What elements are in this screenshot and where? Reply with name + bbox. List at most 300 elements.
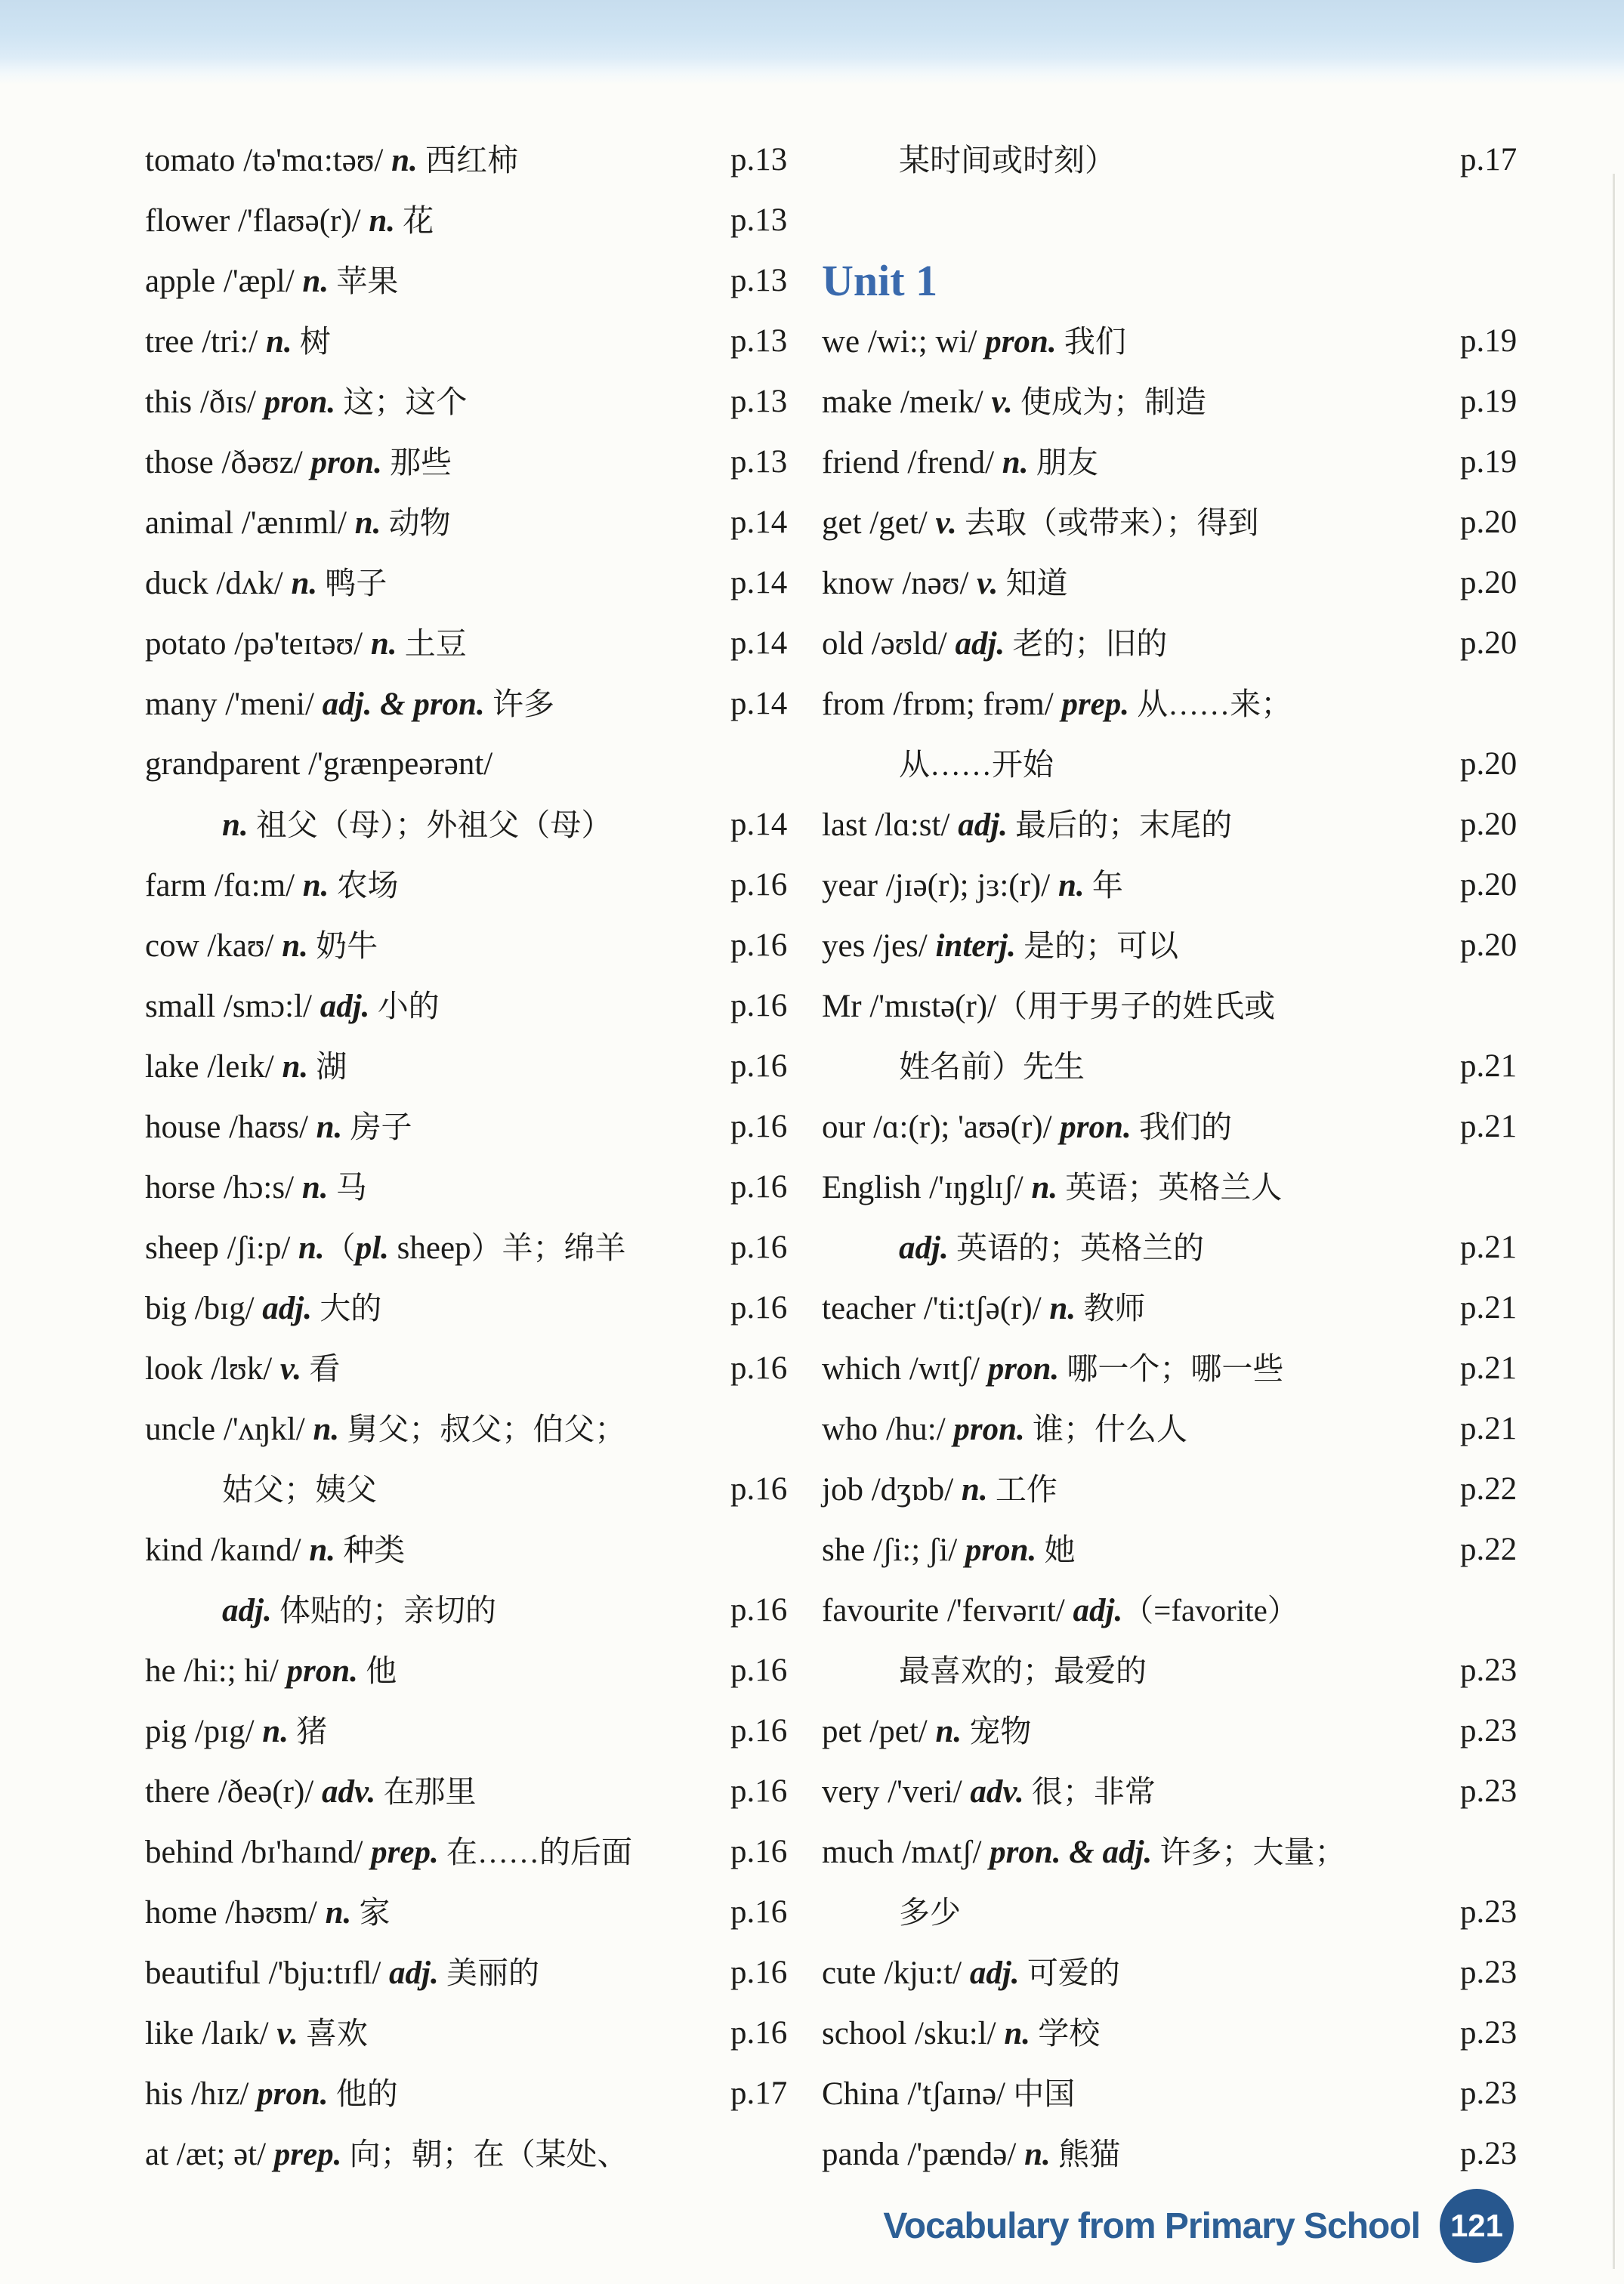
page-ref: p.23	[1460, 2015, 1517, 2051]
entry-word: beautiful	[145, 1955, 269, 1991]
entry-phonetic: /lɑ:st/	[875, 807, 959, 843]
vocab-entry	[822, 553, 1570, 613]
entry-word: panda	[822, 2137, 908, 2172]
page-ref: p.16	[730, 988, 788, 1023]
entry-phonetic: /'ʌŋkl/	[223, 1412, 313, 1447]
entry-text	[822, 915, 1178, 977]
entry-text	[822, 130, 1116, 191]
entry-translation: 最后的；末尾的	[1007, 807, 1233, 842]
entry-text	[822, 2124, 1120, 2185]
entry-word: sheep	[397, 1230, 471, 1266]
vocab-entry	[822, 855, 1570, 915]
entry-pos: pron.	[1060, 1110, 1132, 1145]
entry-translation: 英语的；英格兰的	[948, 1230, 1204, 1265]
entry-word: we	[822, 324, 868, 360]
vocab-entry	[145, 1822, 825, 1882]
entry-phonetic: /pɪg/	[194, 1714, 263, 1749]
vocab-entry	[822, 613, 1570, 674]
entry-translation: 奶牛	[307, 928, 378, 963]
entry-word: home	[145, 1895, 226, 1931]
entry-word: our	[822, 1110, 874, 1145]
entry-pos: interj.	[935, 928, 1016, 964]
entry-phonetic: /tri:/	[202, 324, 266, 360]
page-ref: p.20	[1460, 565, 1517, 600]
entry-phonetic: /'meni/	[225, 687, 323, 722]
entry-pos: adv.	[321, 1774, 376, 1810]
entry-translation: 多少	[899, 1895, 961, 1930]
entry-translation: 最喜欢的；最爱的	[899, 1653, 1147, 1688]
entry-word: yes	[822, 928, 874, 964]
entry-pos: v.	[935, 505, 957, 541]
vocab-entry	[145, 734, 825, 795]
page-ref: p.13	[730, 444, 788, 480]
entry-text	[822, 372, 1206, 433]
entry-text	[145, 1278, 381, 1339]
entry-word: tree	[145, 324, 202, 360]
entry-phonetic: /ʃi:p/	[227, 1230, 299, 1266]
entry-pos: n.	[1002, 445, 1029, 480]
entry-word: lake	[145, 1049, 208, 1085]
entry-pos: n.	[298, 1230, 325, 1266]
page-ref: p.16	[730, 1955, 788, 1990]
entry-text	[145, 1701, 327, 1762]
page-ref: p.17	[730, 2076, 788, 2111]
entry-word: friend	[822, 445, 908, 480]
entry-text	[822, 976, 1275, 1037]
entry-text	[145, 1943, 539, 2004]
page-ref: p.13	[730, 323, 788, 359]
entry-word: much	[822, 1835, 903, 1870]
vocab-entry	[822, 1036, 1570, 1097]
page-ref: p.21	[1460, 1109, 1517, 1144]
vocab-entry	[822, 130, 1570, 190]
entry-translation: （用于男子的姓氏或	[996, 989, 1276, 1023]
page-ref: p.16	[730, 1109, 788, 1144]
entry-word: very	[822, 1774, 888, 1810]
entry-pos: n.	[262, 1714, 289, 1749]
entry-word: big	[145, 1291, 195, 1326]
entry-phonetic: /'feɪvərɪt/	[946, 1593, 1073, 1628]
entry-pos: n.	[302, 868, 329, 903]
entry-translation: 工作	[987, 1472, 1057, 1507]
footer-title: Vocabulary from Primary School	[883, 2205, 1420, 2246]
entry-pos: prep.	[273, 2137, 342, 2172]
entry-text	[822, 1278, 1145, 1339]
entry-translation: 中国	[1005, 2076, 1076, 2111]
page-ref: p.14	[730, 686, 788, 721]
entry-phonetic: /sku:l/	[915, 2016, 1005, 2051]
entry-phonetic: /haʊs/	[229, 1110, 316, 1145]
vocab-entry	[145, 1580, 825, 1640]
page-ref: p.21	[1460, 1290, 1517, 1326]
entry-text	[145, 1882, 391, 1943]
entry-translation: 在……的后面	[438, 1835, 632, 1869]
vocab-entry	[822, 915, 1570, 976]
entry-phonetic: /'ti:tʃə(r)/	[923, 1291, 1050, 1326]
entry-pos: n.	[301, 1170, 329, 1205]
entry-pos: n.	[222, 807, 249, 843]
page-ref: p.20	[1460, 505, 1517, 540]
entry-phonetic: /bɪg/	[194, 1291, 263, 1326]
entry-phonetic: /smɔ:l/	[223, 989, 320, 1024]
entry-text	[822, 1761, 1156, 1823]
page-ref: p.21	[1460, 1350, 1517, 1386]
entry-word: school	[822, 2016, 915, 2051]
page-ref: p.17	[1460, 142, 1517, 177]
entry-text	[822, 311, 1126, 372]
entry-pos: n.	[282, 928, 308, 964]
entry-word: kind	[145, 1532, 211, 1568]
entry-translation: 那些	[381, 445, 452, 480]
entry-pos: n.	[266, 324, 292, 360]
entry-word: year	[822, 868, 886, 903]
vocab-entry	[145, 1218, 825, 1278]
vocab-entry	[145, 1097, 825, 1157]
page-ref: p.16	[730, 1653, 788, 1688]
entry-phonetic: /həʊm/	[225, 1895, 326, 1931]
vocab-entry	[145, 915, 825, 976]
entry-pos: pron.	[985, 324, 1057, 360]
page-top-band	[0, 0, 1624, 85]
vocab-entry	[145, 311, 825, 372]
vocab-entry	[822, 1459, 1570, 1520]
entry-translation: 动物	[381, 505, 451, 540]
entry-pos: n.	[354, 505, 381, 541]
page-ref: p.14	[730, 505, 788, 540]
entry-translation: 向；朝；在（某处、	[341, 2137, 628, 2171]
entry-translation: 哪一个；哪一些	[1059, 1351, 1284, 1386]
entry-word: sheep	[145, 1230, 227, 1266]
entry-phonetic: /hɪz/	[190, 2076, 258, 2112]
entry-translation: 从……来；	[1129, 687, 1292, 721]
entry-translation: （=favorite）	[1122, 1593, 1298, 1628]
entry-text	[822, 2003, 1100, 2064]
vocab-entry	[145, 432, 825, 492]
entry-word: uncle	[145, 1412, 224, 1447]
entry-pos: n.	[391, 143, 418, 178]
entry-text	[145, 1580, 496, 1641]
entry-phonetic: /wɪtʃ/	[909, 1351, 988, 1387]
page-ref: p.13	[730, 202, 788, 238]
entry-phonetic: /'veri/	[888, 1774, 971, 1810]
entry-text	[822, 1943, 1120, 2004]
entry-phonetic: /frɒm; frəm/	[893, 687, 1062, 722]
entry-translation: 谁；什么人	[1024, 1412, 1188, 1446]
vocab-entry	[822, 432, 1570, 492]
vocab-entry	[822, 1097, 1570, 1157]
entry-translation: 姑父；姨父	[222, 1472, 377, 1507]
entry-text	[145, 1399, 625, 1460]
entry-translation: 某时间或时刻）	[899, 143, 1116, 177]
entry-pos: adj.	[262, 1291, 312, 1326]
page-ref: p.16	[730, 1230, 788, 1265]
entry-pos: n.	[961, 1472, 988, 1508]
entry-translation: 在那里	[375, 1774, 477, 1809]
entry-translation: 可爱的	[1019, 1955, 1120, 1990]
entry-word: animal	[145, 505, 242, 541]
page-ref: p.13	[730, 384, 788, 419]
page-ref: p.13	[730, 142, 788, 177]
entry-text	[822, 492, 1258, 554]
entry-pos: pron.	[310, 445, 382, 480]
entry-text	[145, 915, 378, 977]
entry-word: favourite	[822, 1593, 947, 1628]
entry-word: cute	[822, 1955, 885, 1991]
page-ref: p.23	[1460, 1894, 1517, 1930]
entry-phonetic: /'æpl/	[223, 264, 303, 299]
entry-pos: n.	[1057, 868, 1085, 903]
entry-phonetic: /ʃi:; ʃi/	[873, 1532, 965, 1568]
entry-translation: 使成为；制造	[1012, 384, 1206, 419]
entry-text	[822, 855, 1123, 916]
entry-word: behind	[145, 1835, 242, 1870]
page-ref: p.20	[1460, 867, 1517, 903]
entry-text	[145, 372, 467, 433]
entry-phonetic: /kaɪnd/	[211, 1532, 310, 1568]
entry-phonetic: /lʊk/	[211, 1351, 280, 1387]
entry-pos: n.	[282, 1049, 309, 1085]
page-ref: p.21	[1460, 1230, 1517, 1265]
entry-phonetic: /'tʃaɪnə/	[907, 2076, 1005, 2112]
entry-phonetic: /jɪə(r); jɜ:(r)/	[885, 868, 1058, 903]
vocab-entry	[145, 130, 825, 190]
entry-word: teacher	[822, 1291, 924, 1326]
entry-translation: 种类	[335, 1532, 406, 1567]
entry-translation: ）羊；绵羊	[471, 1230, 626, 1265]
vocab-entry	[145, 2003, 825, 2063]
entry-word: small	[145, 989, 224, 1024]
entry-translation: （	[324, 1230, 356, 1265]
vocab-entry	[822, 1882, 1570, 1943]
entry-word: she	[822, 1532, 874, 1568]
entry-text	[145, 613, 467, 674]
entry-phonetic: /fɑ:m/	[214, 868, 303, 903]
entry-phonetic: /'mɪstə(r)/	[869, 989, 997, 1024]
entry-text	[822, 1640, 1147, 1702]
entry-translation: 树	[292, 324, 331, 359]
entry-pos: adj.	[958, 807, 1008, 843]
entry-pos: adj.	[955, 626, 1005, 662]
entry-text	[822, 674, 1292, 735]
entry-pos: pl.	[355, 1230, 397, 1266]
entry-word: China	[822, 2076, 908, 2112]
page-ref: p.16	[730, 1048, 788, 1084]
entry-translation: 农场	[329, 868, 399, 903]
entry-translation: 学校	[1030, 2016, 1101, 2051]
vocab-entry	[822, 1822, 1570, 1882]
entry-word: know	[822, 566, 903, 601]
entry-text	[822, 1157, 1282, 1218]
vocab-entry	[145, 795, 825, 855]
entry-text	[822, 1097, 1232, 1158]
vocab-entry	[822, 2124, 1570, 2184]
page-ref: p.20	[1460, 807, 1517, 842]
page-ref: p.16	[730, 927, 788, 963]
entry-phonetic: /dʌk/	[216, 566, 292, 601]
entry-word: from	[822, 687, 894, 722]
page-ref: p.23	[1460, 2076, 1517, 2111]
entry-text	[145, 2124, 628, 2185]
entry-phonetic: /hu:/	[885, 1412, 954, 1447]
vocab-column-left	[145, 130, 825, 2184]
entry-word: this	[145, 384, 200, 420]
entry-phonetic: /tə'mɑ:təʊ/	[243, 143, 392, 178]
entry-text	[822, 1036, 1085, 1097]
page-ref: p.20	[1460, 746, 1517, 782]
entry-pos: prep.	[371, 1835, 439, 1870]
entry-pos: pron.	[264, 384, 336, 420]
entry-translation: 房子	[342, 1110, 412, 1144]
page-number-badge: 121	[1440, 2189, 1514, 2263]
entry-translation: 姓名前）先生	[899, 1049, 1085, 1084]
vocab-entry	[822, 2003, 1570, 2063]
entry-phonetic: /'flaʊə(r)/	[237, 203, 369, 239]
entry-word: look	[145, 1351, 211, 1387]
entry-phonetic: /frend/	[907, 445, 1002, 480]
entry-text	[145, 311, 331, 372]
page-ref: p.21	[1460, 1411, 1517, 1446]
entry-phonetic: /'grænpeərənt/	[308, 746, 493, 782]
entry-phonetic: /'pændə/	[907, 2137, 1025, 2172]
vocab-entry	[822, 1761, 1570, 1822]
entry-pos: n.	[325, 1895, 352, 1931]
page-ref: p.20	[1460, 625, 1517, 661]
entry-phonetic: /hɔ:s/	[223, 1170, 302, 1205]
entry-translation: 马	[328, 1170, 367, 1205]
entry-phonetic: /pet/	[869, 1714, 936, 1749]
entry-pos: adj.	[389, 1955, 439, 1991]
entry-translation: 从……开始	[899, 747, 1054, 782]
entry-text	[145, 432, 452, 493]
page-ref: p.22	[1460, 1471, 1517, 1507]
entry-word: house	[145, 1110, 230, 1145]
entry-translation: 舅父；叔父；伯父；	[339, 1412, 626, 1446]
entry-word: potato	[145, 626, 235, 662]
entry-phonetic: /ðeə(r)/	[218, 1774, 322, 1810]
vocab-entry	[145, 1640, 825, 1701]
entry-pos: n.	[291, 566, 318, 601]
entry-text	[822, 1218, 1204, 1279]
vocab-entry	[145, 251, 825, 311]
page-ref: p.16	[730, 1169, 788, 1205]
entry-text	[145, 855, 399, 916]
entry-text	[145, 795, 612, 856]
page-ref: p.13	[730, 263, 788, 298]
entry-text	[822, 1520, 1076, 1581]
entry-text	[145, 492, 451, 554]
entry-translation: 老的；旧的	[1005, 626, 1168, 661]
entry-word: pet	[822, 1714, 870, 1749]
entry-text	[822, 1701, 1031, 1762]
page-ref: p.19	[1460, 323, 1517, 359]
entry-translation: 喜欢	[298, 2016, 368, 2051]
entry-pos: v.	[991, 384, 1013, 420]
entry-phonetic: /mʌtʃ/	[902, 1835, 990, 1870]
page-ref: p.21	[1460, 1048, 1517, 1084]
page-ref: p.16	[730, 867, 788, 903]
entry-translation: 小的	[369, 989, 440, 1023]
vocab-entry	[145, 1399, 825, 1459]
entry-phonetic: /get/	[869, 505, 936, 541]
entry-pos: v.	[977, 566, 999, 601]
entry-pos: adj.	[222, 1593, 272, 1628]
entry-translation: 去取（或带来）；得到	[956, 505, 1259, 540]
vocab-entry	[822, 1943, 1570, 2003]
page-ref: p.19	[1460, 444, 1517, 480]
entry-translation: 宠物	[962, 1714, 1032, 1748]
entry-translation: 家	[351, 1895, 391, 1930]
entry-text	[822, 1882, 961, 1943]
vocab-entry	[145, 553, 825, 613]
vocab-entry	[145, 1761, 825, 1822]
entry-phonetic: /meɪk/	[900, 384, 992, 420]
entry-text	[145, 1338, 340, 1400]
page-ref: p.16	[730, 1350, 788, 1386]
vocab-entry	[822, 311, 1570, 372]
entry-phonetic: /pə'teɪtəʊ/	[234, 626, 371, 662]
entry-text	[145, 976, 440, 1037]
entry-translation: 湖	[308, 1049, 347, 1084]
page-ref: p.16	[730, 1290, 788, 1326]
entry-pos: adj.	[320, 989, 370, 1024]
entry-phonetic: /'bju:tɪfl/	[268, 1955, 390, 1991]
page-ref: p.22	[1460, 1532, 1517, 1567]
entry-translation: 苹果	[329, 264, 399, 298]
vocab-entry	[822, 1218, 1570, 1278]
entry-pos: pron.	[965, 1532, 1037, 1568]
entry-translation: 体贴的；亲切的	[271, 1593, 496, 1628]
entry-text	[822, 613, 1167, 674]
entry-pos: v.	[279, 1351, 302, 1387]
vocab-entry	[145, 1459, 825, 1520]
vocab-entry	[822, 1640, 1570, 1701]
page-ref: p.20	[1460, 927, 1517, 963]
page-ref: p.19	[1460, 384, 1517, 419]
entry-phonetic: /ðɪs/	[199, 384, 264, 420]
entry-text	[145, 1822, 632, 1883]
entry-phonetic: /jes/	[873, 928, 936, 964]
entry-word: horse	[145, 1170, 224, 1205]
vocab-entry	[145, 674, 825, 734]
entry-word: which	[822, 1351, 909, 1387]
entry-pos: n.	[1031, 1170, 1058, 1205]
vocab-entry	[145, 1157, 825, 1218]
entry-phonetic: /ðəʊz/	[221, 445, 311, 480]
vocab-entry	[145, 613, 825, 674]
entry-pos: n.	[1024, 2137, 1051, 2172]
entry-text	[145, 1036, 347, 1097]
entry-text	[822, 1338, 1283, 1400]
entry-pos: adj.	[899, 1230, 949, 1266]
entry-phonetic: /laɪk/	[202, 2016, 277, 2051]
entry-translation: 祖父（母）；外祖父（母）	[248, 807, 613, 842]
entry-text	[145, 1761, 476, 1823]
entry-phonetic: /leɪk/	[207, 1049, 283, 1085]
entry-word: many	[145, 687, 226, 722]
entry-text	[822, 1822, 1345, 1883]
entry-translation: 他的	[328, 2076, 398, 2111]
vocab-entry	[822, 372, 1570, 432]
entry-word: grandparent	[145, 746, 309, 782]
entry-translation: 猪	[288, 1714, 328, 1748]
entry-translation: 许多；大量；	[1152, 1835, 1346, 1869]
vocab-entry	[822, 1399, 1570, 1459]
entry-text	[822, 795, 1232, 856]
vocab-entry	[822, 1520, 1570, 1580]
entry-text	[822, 734, 1054, 795]
vocab-entry	[145, 2124, 825, 2184]
entry-pos: n.	[369, 203, 396, 239]
